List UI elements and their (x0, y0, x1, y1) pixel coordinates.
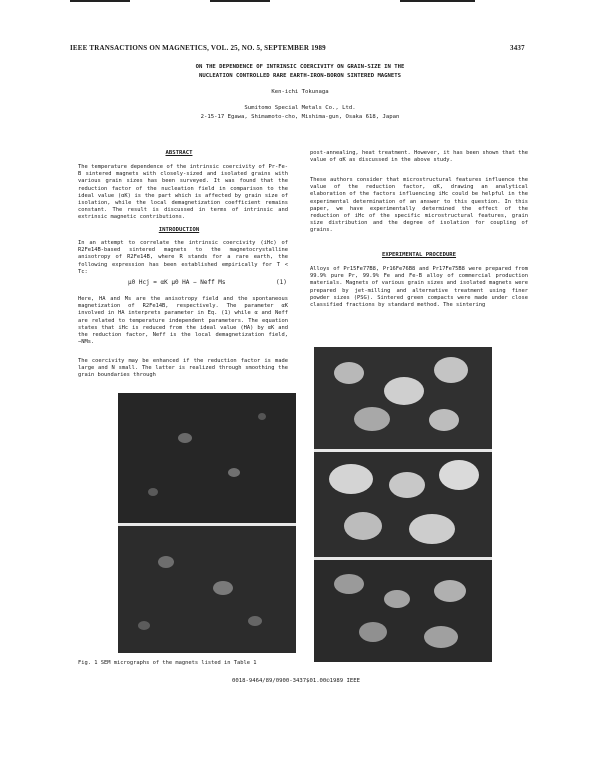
grain-blob (228, 468, 240, 477)
experimental-paragraph-1: Alloys of Pr15Fe77B8, Pr16Fe76B8 and Pr17Fe75B8 were prepared from 99.9% pure Pr, 99.9% Fe and Fe-B alloy of commercial production materials. Magnets of various grain sizes and isolated magnets were prepared by jet-milling and alternative treatment using finer powder sizes (PSG). Sintered green compacts were made under close classified fractions by standard method. The sintering (310, 266, 528, 309)
grain-blob (138, 621, 150, 630)
experimental-heading: EXPERIMENTAL PROCEDURE (381, 252, 457, 258)
micrograph-panel-left-bottom (118, 526, 296, 653)
grain-blob (334, 362, 364, 384)
micrograph-panel-right-bottom (314, 560, 492, 662)
grain-blob (439, 460, 479, 490)
intro-paragraph-3: The coercivity may be enhanced if the reduction factor is made large and N small. The latter is realized through smoothing the grain boundaries through (78, 358, 288, 379)
right-paragraph-1: post-annealing, heat treatment. However, it has been shown that the value of αK as discussed in the above study. (310, 150, 528, 164)
grain-blob (409, 514, 455, 544)
grain-blob (434, 580, 466, 602)
equation-number: (1) (276, 279, 287, 286)
micrograph-panel-left-top (118, 393, 296, 523)
copyright-footer: 0018-9464/89/0900-3437$01.00©1989 IEEE (232, 678, 360, 684)
grain-blob (384, 377, 424, 405)
paper-title-line-2: NUCLEATION CONTROLLED RARE EARTH-IRON-BORON SINTERED MAGNETS (198, 73, 402, 79)
abstract-text: The temperature dependence of the intrinsic coercivity of Pr-Fe-B sintered magnets with closely-sized and isolated grains with various grain sizes has been surveyed. It was found that the reduction factor of the nucleation field in comparison to the ideal value (αK) is the part which is affected by grain size of isolation, while the local demagnetization coefficient remains constant. The result is discussed in terms of intrinsic and extrinsic magnetic contributions. (78, 164, 288, 221)
top-rule-middle (210, 0, 270, 2)
grain-blob (248, 616, 262, 626)
grain-blob (178, 433, 192, 443)
intro-paragraph-1: In an attempt to correlate the intrinsic coercivity (iHc) of R2Fe14B-based sintered magnets to the magnetocrystalline anisotropy of R2Fe14B, where R stands for a rare earth, the following expression has been established empirically for T < Tc: (78, 240, 288, 275)
grain-blob (424, 626, 458, 648)
grain-blob (359, 622, 387, 642)
grain-blob (429, 409, 459, 431)
grain-blob (334, 574, 364, 594)
grain-blob (213, 581, 233, 595)
sem-micrograph-right (314, 347, 492, 662)
affiliation-line-2: 2-15-17 Egawa, Shimamoto-cho, Mishima-gun, Osaka 618, Japan (200, 114, 400, 120)
author-name: Ken-ichi Tokunaga (271, 89, 329, 95)
grain-blob (354, 407, 390, 431)
paper-title-line-1: ON THE DEPENDENCE OF INTRINSIC COERCIVITY ON GRAIN-SIZE IN THE (195, 64, 405, 70)
top-rule-right (400, 0, 475, 2)
grain-blob (148, 488, 158, 496)
top-rule-left (70, 0, 130, 2)
grain-blob (258, 413, 266, 420)
page-number: 3437 (510, 44, 525, 52)
abstract-heading: ABSTRACT (165, 150, 193, 156)
affiliation-line-1: Sumitomo Special Metals Co., Ltd. (244, 105, 356, 111)
grain-blob (384, 590, 410, 608)
grain-blob (344, 512, 382, 540)
introduction-heading: INTRODUCTION (158, 227, 200, 233)
figure-caption: Fig. 1 SEM micrographs of the magnets listed in Table 1 (78, 660, 257, 666)
grain-blob (389, 472, 425, 498)
right-paragraph-2: These authors consider that microstructural features influence the value of the reduction factor, αK, drawing an analytical elaboration of the factors influencing iHc could be helpful in the experimental determination of an answer to this question. In this paper, we have experimentally determined the effect of the reduction of iHc of the specific microstructural features, grain size distribution and the degree of isolation for coupling of grains. (310, 177, 528, 234)
grain-blob (329, 464, 373, 494)
intro-paragraph-2: Here, HA and Ms are the anisotropy field and the spontaneous magnetization of R2Fe14B, respectively. The parameter αK involved in HA interprets parameter in Eq. (1) while α and Neff are related to temperature independent parameters. The equation states that iHc is reduced from the ideal value (HA) by αK and the reduction factor, Neff is the local demagnetization field, −NMs. (78, 296, 288, 346)
journal-header: IEEE TRANSACTIONS ON MAGNETICS, VOL. 25, NO. 5, SEPTEMBER 1989 (70, 44, 326, 52)
grain-blob (434, 357, 468, 383)
equation-1: μ0 Hcj = αK μ0 HA − Neff Ms (128, 279, 226, 286)
micrograph-panel-right-middle (314, 452, 492, 557)
sem-micrograph-left (118, 393, 296, 653)
grain-blob (158, 556, 174, 568)
micrograph-panel-right-top (314, 347, 492, 449)
